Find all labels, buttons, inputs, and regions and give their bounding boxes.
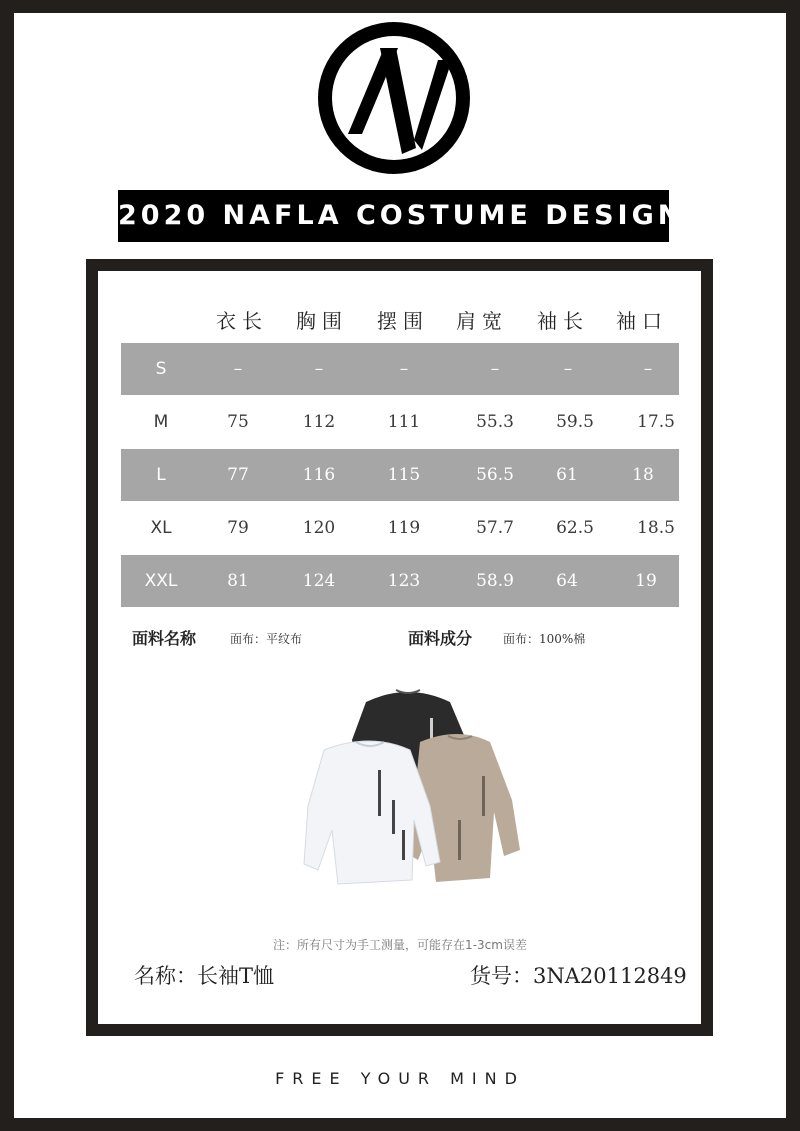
table-cell: 112 — [302, 412, 336, 432]
table-cell: – — [314, 359, 324, 379]
table-cell: 62.5 — [556, 518, 594, 538]
table-cell: 61 — [556, 465, 578, 485]
table-cell: 57.7 — [476, 518, 514, 538]
banner-title: 2020 NAFLA COSTUME DESIGNING — [118, 190, 669, 242]
table-cell: 56.5 — [476, 465, 514, 485]
table-cell: 79 — [227, 518, 249, 538]
three-long-sleeve-tshirts-image — [298, 680, 528, 890]
table-cell: 124 — [302, 571, 336, 591]
table-row — [121, 396, 679, 448]
table-cell: 77 — [227, 465, 249, 485]
table-row — [121, 502, 679, 554]
header-hem: 摆围 — [377, 309, 429, 333]
table-cell: – — [643, 359, 653, 379]
table-cell: 75 — [227, 412, 249, 432]
header-sleeve: 袖长 — [537, 309, 589, 333]
table-cell: 55.3 — [476, 412, 514, 432]
size-label: M — [153, 412, 169, 432]
table-cell: 17.5 — [637, 412, 675, 432]
fabric-name-label: 面料名称 — [132, 629, 197, 648]
product-name: 名称：长袖T恤 — [134, 964, 275, 988]
header-cuff: 袖口 — [616, 309, 668, 333]
table-cell: – — [490, 359, 500, 379]
footer-slogan: FREE YOUR MIND — [275, 1069, 525, 1088]
table-cell: 64 — [556, 571, 578, 591]
size-label: S — [155, 359, 167, 379]
fabric-composition-value: 面布：100%棉 — [503, 632, 586, 646]
table-cell: 111 — [387, 412, 421, 432]
fabric-name-value: 面布：平纹布 — [230, 632, 303, 646]
table-cell: 115 — [387, 465, 421, 485]
table-row — [121, 449, 679, 501]
table-row — [121, 343, 679, 395]
table-cell: 19 — [635, 571, 657, 591]
size-label: XL — [150, 518, 172, 538]
table-cell: – — [563, 359, 573, 379]
brand-logo-icon — [318, 22, 470, 174]
header-length: 衣长 — [216, 309, 268, 333]
table-cell: 119 — [387, 518, 421, 538]
table-cell: – — [399, 359, 409, 379]
table-cell: 59.5 — [556, 412, 594, 432]
table-cell: 58.9 — [476, 571, 514, 591]
table-cell: 18 — [632, 465, 654, 485]
measurement-note: 注：所有尺寸为手工测量，可能存在1-3cm误差 — [273, 938, 527, 952]
product-code: 货号：3NA20112849 — [470, 964, 687, 988]
table-cell: – — [233, 359, 243, 379]
header-chest: 胸围 — [296, 309, 348, 333]
header-shoulder: 肩宽 — [456, 309, 508, 333]
table-cell: 123 — [387, 571, 421, 591]
table-cell: 120 — [302, 518, 336, 538]
table-cell: 116 — [302, 465, 336, 485]
table-row — [121, 555, 679, 607]
fabric-composition-label: 面料成分 — [408, 629, 473, 648]
size-label: XXL — [144, 571, 178, 591]
size-label: L — [156, 465, 166, 485]
table-cell: 81 — [227, 571, 249, 591]
table-cell: 18.5 — [637, 518, 675, 538]
